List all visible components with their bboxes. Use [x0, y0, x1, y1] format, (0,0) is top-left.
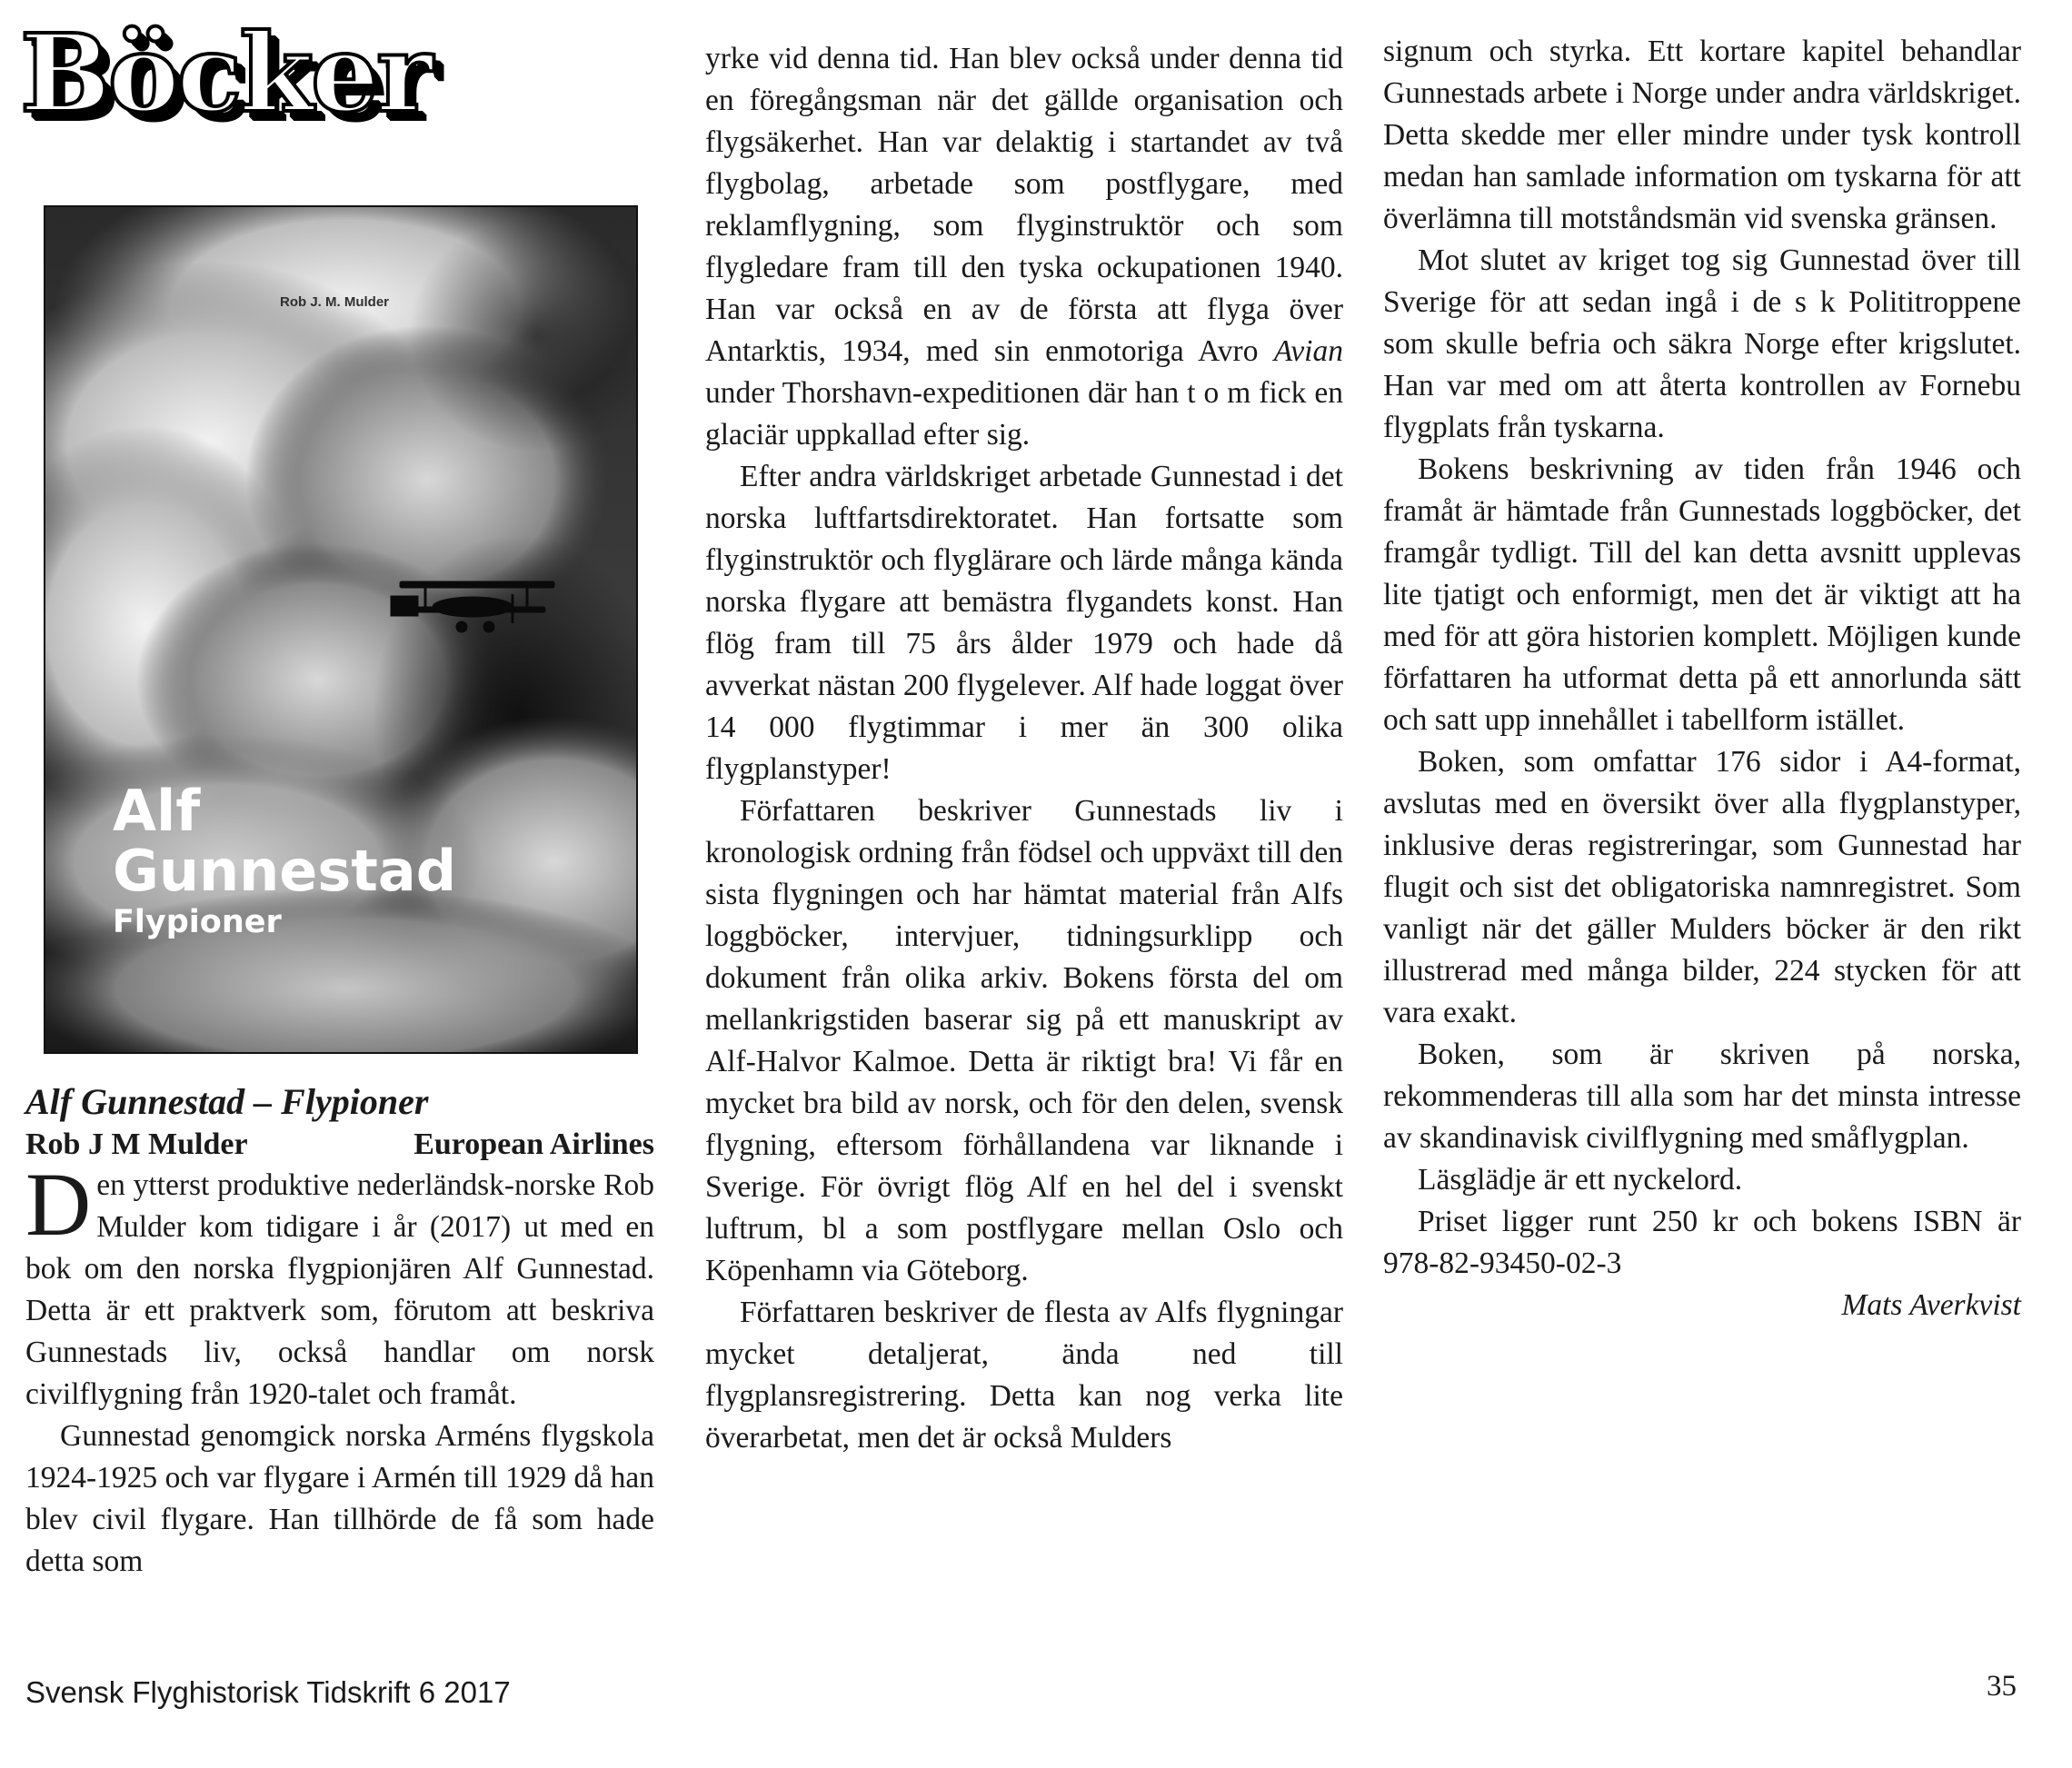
- paragraph: Läsglädje är ett nyckelord.: [1418, 1163, 1743, 1197]
- publication-footer: Svensk Flyghistorisk Tidskrift 6 2017: [25, 1675, 511, 1709]
- cover-title-line1: Alf: [113, 778, 201, 844]
- paragraph: yrke vid denna tid. Han blev också under denna tid en föregångsman när det gällde organisation och flygsäkerhet. Han var delaktig i startandet av två flygbolag, arbetade som postflygare, med reklamflygning, som flyginstruktör och som flygledare fram till den tyska ockupationen 1940. Han var också en av de första att flyga över Antarktis, 1934, med sin enmotoriga Avro Avian under Thorshavn-expeditionen där han t o m fick en glaciär uppkallad efter sig.: [705, 42, 1343, 452]
- cover-subtitle: Flypioner: [113, 904, 282, 941]
- paragraph: Priset ligger runt 250 kr och bokens ISBN är 978-82-93450-02-3: [1383, 1205, 2021, 1280]
- cover-title-line2: Gunnestad: [113, 837, 457, 904]
- paragraph: signum och styrka. Ett kortare kapitel behandlar Gunnestads arbete i Norge under andra världskriget. Detta skedde mer eller mindre under tysk kontroll medan han samlade information om tyskarna för att överlämna till motståndsmän vid svenska gränsen.: [1383, 35, 2021, 235]
- book-author: Rob J M Mulder: [25, 1127, 248, 1161]
- paragraph: Författaren beskriver Gunnestads liv i kronologisk ordning från födsel och uppväxt till den sista flygningen och har hämtat material från Alfs loggböcker, intervjuer, tidningsurklipp och dokument från olika arkiv. Bokens första del om mellankrigstiden baserar sig på ett manuskript av Alf-Halvor Kalmoe. Detta är riktigt bra! Vi får en mycket bra bild av norsk, och för den delen, svensk flygning, eftersom förhållandena var liknande i Sverige. För övrigt flög Alf en hel del i svenskt luftrum, bl a som postflygare mellan Oslo och Köpenhamn via Göteborg.: [705, 794, 1343, 1287]
- paragraph: Gunnestad genomgick norska Arméns flygskola 1924-1925 och var flygare i Armén till 1929 då han blev civil flygare. Han tillhörde de få som hade detta som: [25, 1419, 654, 1578]
- cover-title: [113, 778, 457, 941]
- section-title: Böcker: [20, 10, 431, 136]
- byline: [25, 1125, 654, 1165]
- paragraph: Den ytterst produktive nederländsk-norske Rob Mulder kom tidigare i år (2017) ut med en bok om den norska flygpionjären Alf Gunnestad. Detta är ett praktverk som, förutom att beskriva Gunnestads liv, också handlar om norsk civilflygning från 1920-talet och framåt.: [25, 1154, 654, 1411]
- paragraph: Författaren beskriver de flesta av Alfs flygningar mycket detaljerat, ända ned till flygplansregistrering. Detta kan nog verka lite överarbetat, men det är också Mulders: [705, 1296, 1343, 1455]
- book-cover: [45, 207, 636, 1052]
- review-signature: Mats Averkvist: [1841, 1288, 2021, 1322]
- paragraph: Bokens beskrivning av tiden från 1946 och framåt är hämtade från Gunnestads loggböcker, det framgår tydligt. Till del kan detta avsnitt upplevas lite tjatigt och enformigt, men det är viktigt att ha med för att göra historien komplett. Möjligen kunde författaren ha utformat detta på ett annorlunda sätt och satt upp innehållet i tabellform istället.: [1383, 452, 2021, 737]
- drop-cap: D: [25, 1154, 92, 1255]
- page-number: 35: [1987, 1670, 2017, 1703]
- column-3: [1383, 31, 2021, 1326]
- paragraph: Boken, som är skriven på norska, rekommenderas till alla som har det minsta intresse av skandinavisk civilflygning med småflygplan.: [1383, 1038, 2021, 1155]
- paragraph: Efter andra världskriget arbetade Gunnestad i det norska luftfartsdirektoratet. Han fortsatte som flyginstruktör och flyglärare och lärde många kända norska flygare att bemästra flygandets konst. Han flög fram till 75 års ålder 1979 och hade då avverkat nästan 200 flygelever. Alf hade loggat över 14 000 flygtimmar i mer än 300 olika flygplanstyper!: [705, 460, 1343, 786]
- cover-author: Rob J. M. Mulder: [280, 294, 389, 310]
- column-1: [25, 1079, 654, 1583]
- paragraph: Mot slutet av kriget tog sig Gunnestad över till Sverige för att sedan ingå i de s k Polititroppene som skulle befria och säkra Norge efter krigslutet. Han var med om att återta kontrollen av Fornebu flygplats från tyskarna.: [1383, 243, 2021, 444]
- book-publisher: European Airlines: [413, 1127, 654, 1161]
- paragraph: Boken, som omfattar 176 sidor i A4-format, avslutas med en översikt över alla flygplanstyper, inklusive deras registreringar, som Gunnestad har flugit och sist det obligatoriska namnregistret. Som vanligt när det gäller Mulders böcker är den rikt illustrerad med många bilder, 224 stycken för att vara exakt.: [1383, 745, 2021, 1029]
- aircraft-name: Avian: [1273, 334, 1343, 368]
- review-title: Alf Gunnestad – Flypioner: [25, 1081, 429, 1122]
- column-2: [705, 38, 1343, 1459]
